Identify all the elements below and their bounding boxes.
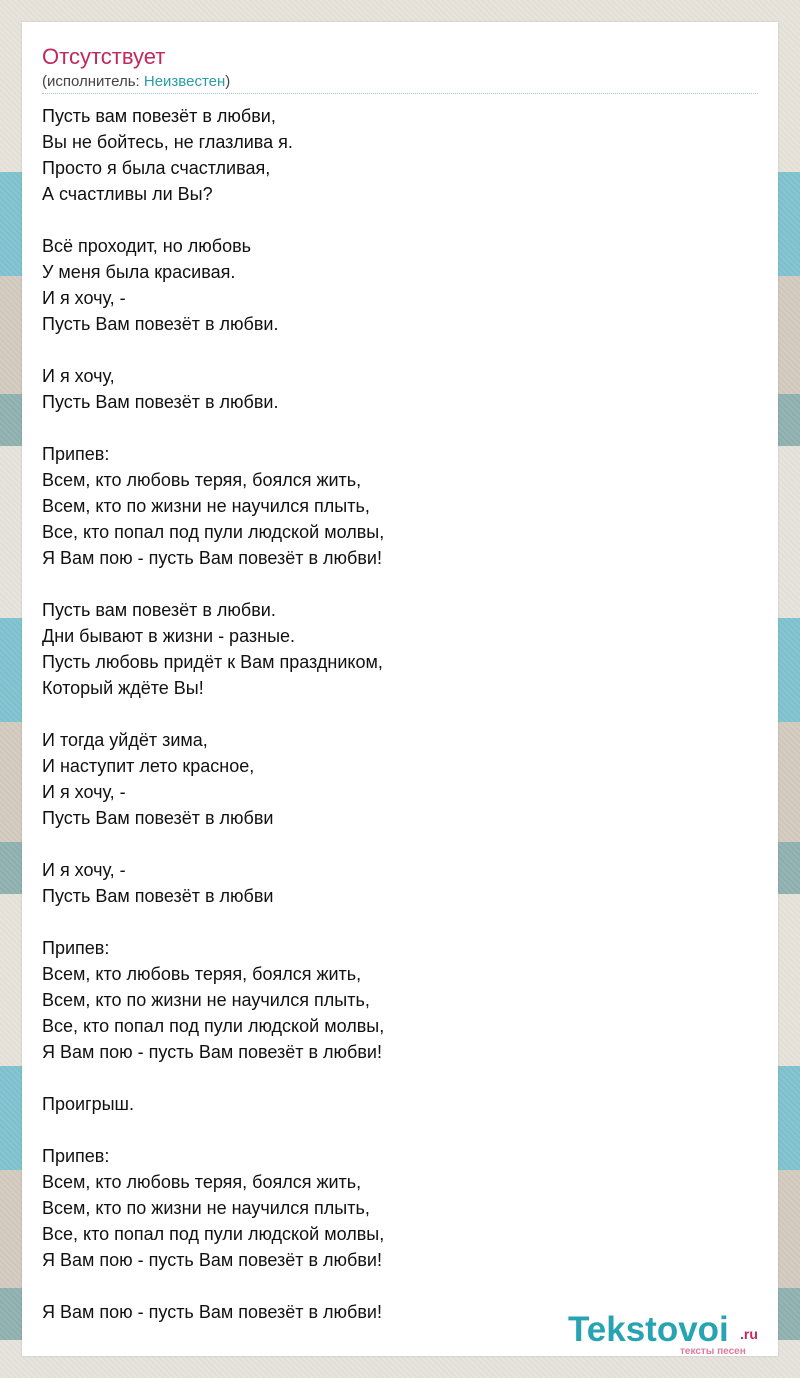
lyric-line: Все, кто попал под пули людской молвы, xyxy=(42,522,385,542)
title-divider xyxy=(42,93,758,94)
lyric-line: Я Вам пою - пусть Вам повезёт в любви! xyxy=(42,1042,382,1062)
song-title: Отсутствует xyxy=(42,44,166,69)
lyric-line: Я Вам пою - пусть Вам повезёт в любви! xyxy=(42,1250,382,1270)
lyric-line xyxy=(42,415,742,441)
lyric-line xyxy=(42,337,742,363)
lyric-line: Который ждёте Вы! xyxy=(42,678,204,698)
lyric-line: Пусть Вам повезёт в любви. xyxy=(42,314,279,334)
lyric-line: Пусть вам повезёт в любви, xyxy=(42,106,276,126)
lyric-line xyxy=(42,701,742,727)
lyric-line: Дни бывают в жизни - разные. xyxy=(42,626,296,646)
lyric-line: Я Вам пою - пусть Вам повезёт в любви! xyxy=(42,548,382,568)
lyric-line: Всем, кто любовь теряя, боялся жить, xyxy=(42,1172,362,1192)
lyric-line xyxy=(42,1065,742,1091)
lyric-line xyxy=(42,207,742,233)
lyric-line: Пусть вам повезёт в любви. xyxy=(42,600,276,620)
logo-wordmark: Tekstovoi xyxy=(568,1310,729,1349)
lyric-line: Просто я была счастливая, xyxy=(42,158,271,178)
lyric-line: И я хочу, - xyxy=(42,782,126,802)
artist-link[interactable]: Неизвестен xyxy=(143,73,226,90)
lyric-line: И тогда уйдёт зима, xyxy=(42,730,208,750)
lyric-line: Всем, кто по жизни не научился плыть, xyxy=(42,496,370,516)
lyric-line: Всем, кто любовь теряя, боялся жить, xyxy=(42,964,362,984)
logo-tld: .ru xyxy=(740,1326,758,1342)
lyric-line xyxy=(42,909,742,935)
lyric-line: Всё проходит, но любовь xyxy=(42,236,252,256)
lyric-line: Вы не бойтесь, не глазлива я. xyxy=(42,132,293,152)
lyric-line: И я хочу, - xyxy=(42,288,126,308)
lyric-line: У меня была красивая. xyxy=(42,262,236,282)
lyric-line: Всем, кто любовь теряя, боялся жить, xyxy=(42,470,362,490)
lyric-line: И я хочу, xyxy=(42,366,115,386)
lyric-line xyxy=(42,571,742,597)
lyric-line: И я хочу, - xyxy=(42,860,126,880)
lyric-line: Проигрыш. xyxy=(42,1094,134,1114)
lyric-line: Припев: xyxy=(42,444,110,464)
lyric-line xyxy=(42,831,742,857)
lyric-line: Всем, кто по жизни не научился плыть, xyxy=(42,1198,370,1218)
lyric-line: И наступит лето красное, xyxy=(42,756,255,776)
lyric-line: Пусть Вам повезёт в любви. xyxy=(42,392,279,412)
artist-prefix: (исполнитель: xyxy=(42,73,144,90)
lyrics-card xyxy=(22,22,778,1356)
lyric-line: Всем, кто по жизни не научился плыть, xyxy=(42,990,370,1010)
lyric-line: Я Вам пою - пусть Вам повезёт в любви! xyxy=(42,1302,382,1322)
lyric-line: Пусть любовь придёт к Вам праздником, xyxy=(42,652,383,672)
lyric-line: Все, кто попал под пули людской молвы, xyxy=(42,1224,385,1244)
lyrics-text xyxy=(42,103,742,1325)
lyric-line: А счастливы ли Вы? xyxy=(42,184,213,204)
artist-line xyxy=(42,73,230,91)
lyric-line: Припев: xyxy=(42,938,110,958)
artist-suffix: ) xyxy=(225,73,231,90)
lyric-line: Все, кто попал под пули людской молвы, xyxy=(42,1016,385,1036)
lyric-line xyxy=(42,1273,742,1299)
lyric-line: Припев: xyxy=(42,1146,110,1166)
lyric-line: Пусть Вам повезёт в любви xyxy=(42,886,274,906)
lyric-line xyxy=(42,1117,742,1143)
logo-subtitle: тексты песен xyxy=(680,1346,746,1357)
lyric-line: Пусть Вам повезёт в любви xyxy=(42,808,274,828)
site-logo[interactable] xyxy=(568,1310,778,1358)
